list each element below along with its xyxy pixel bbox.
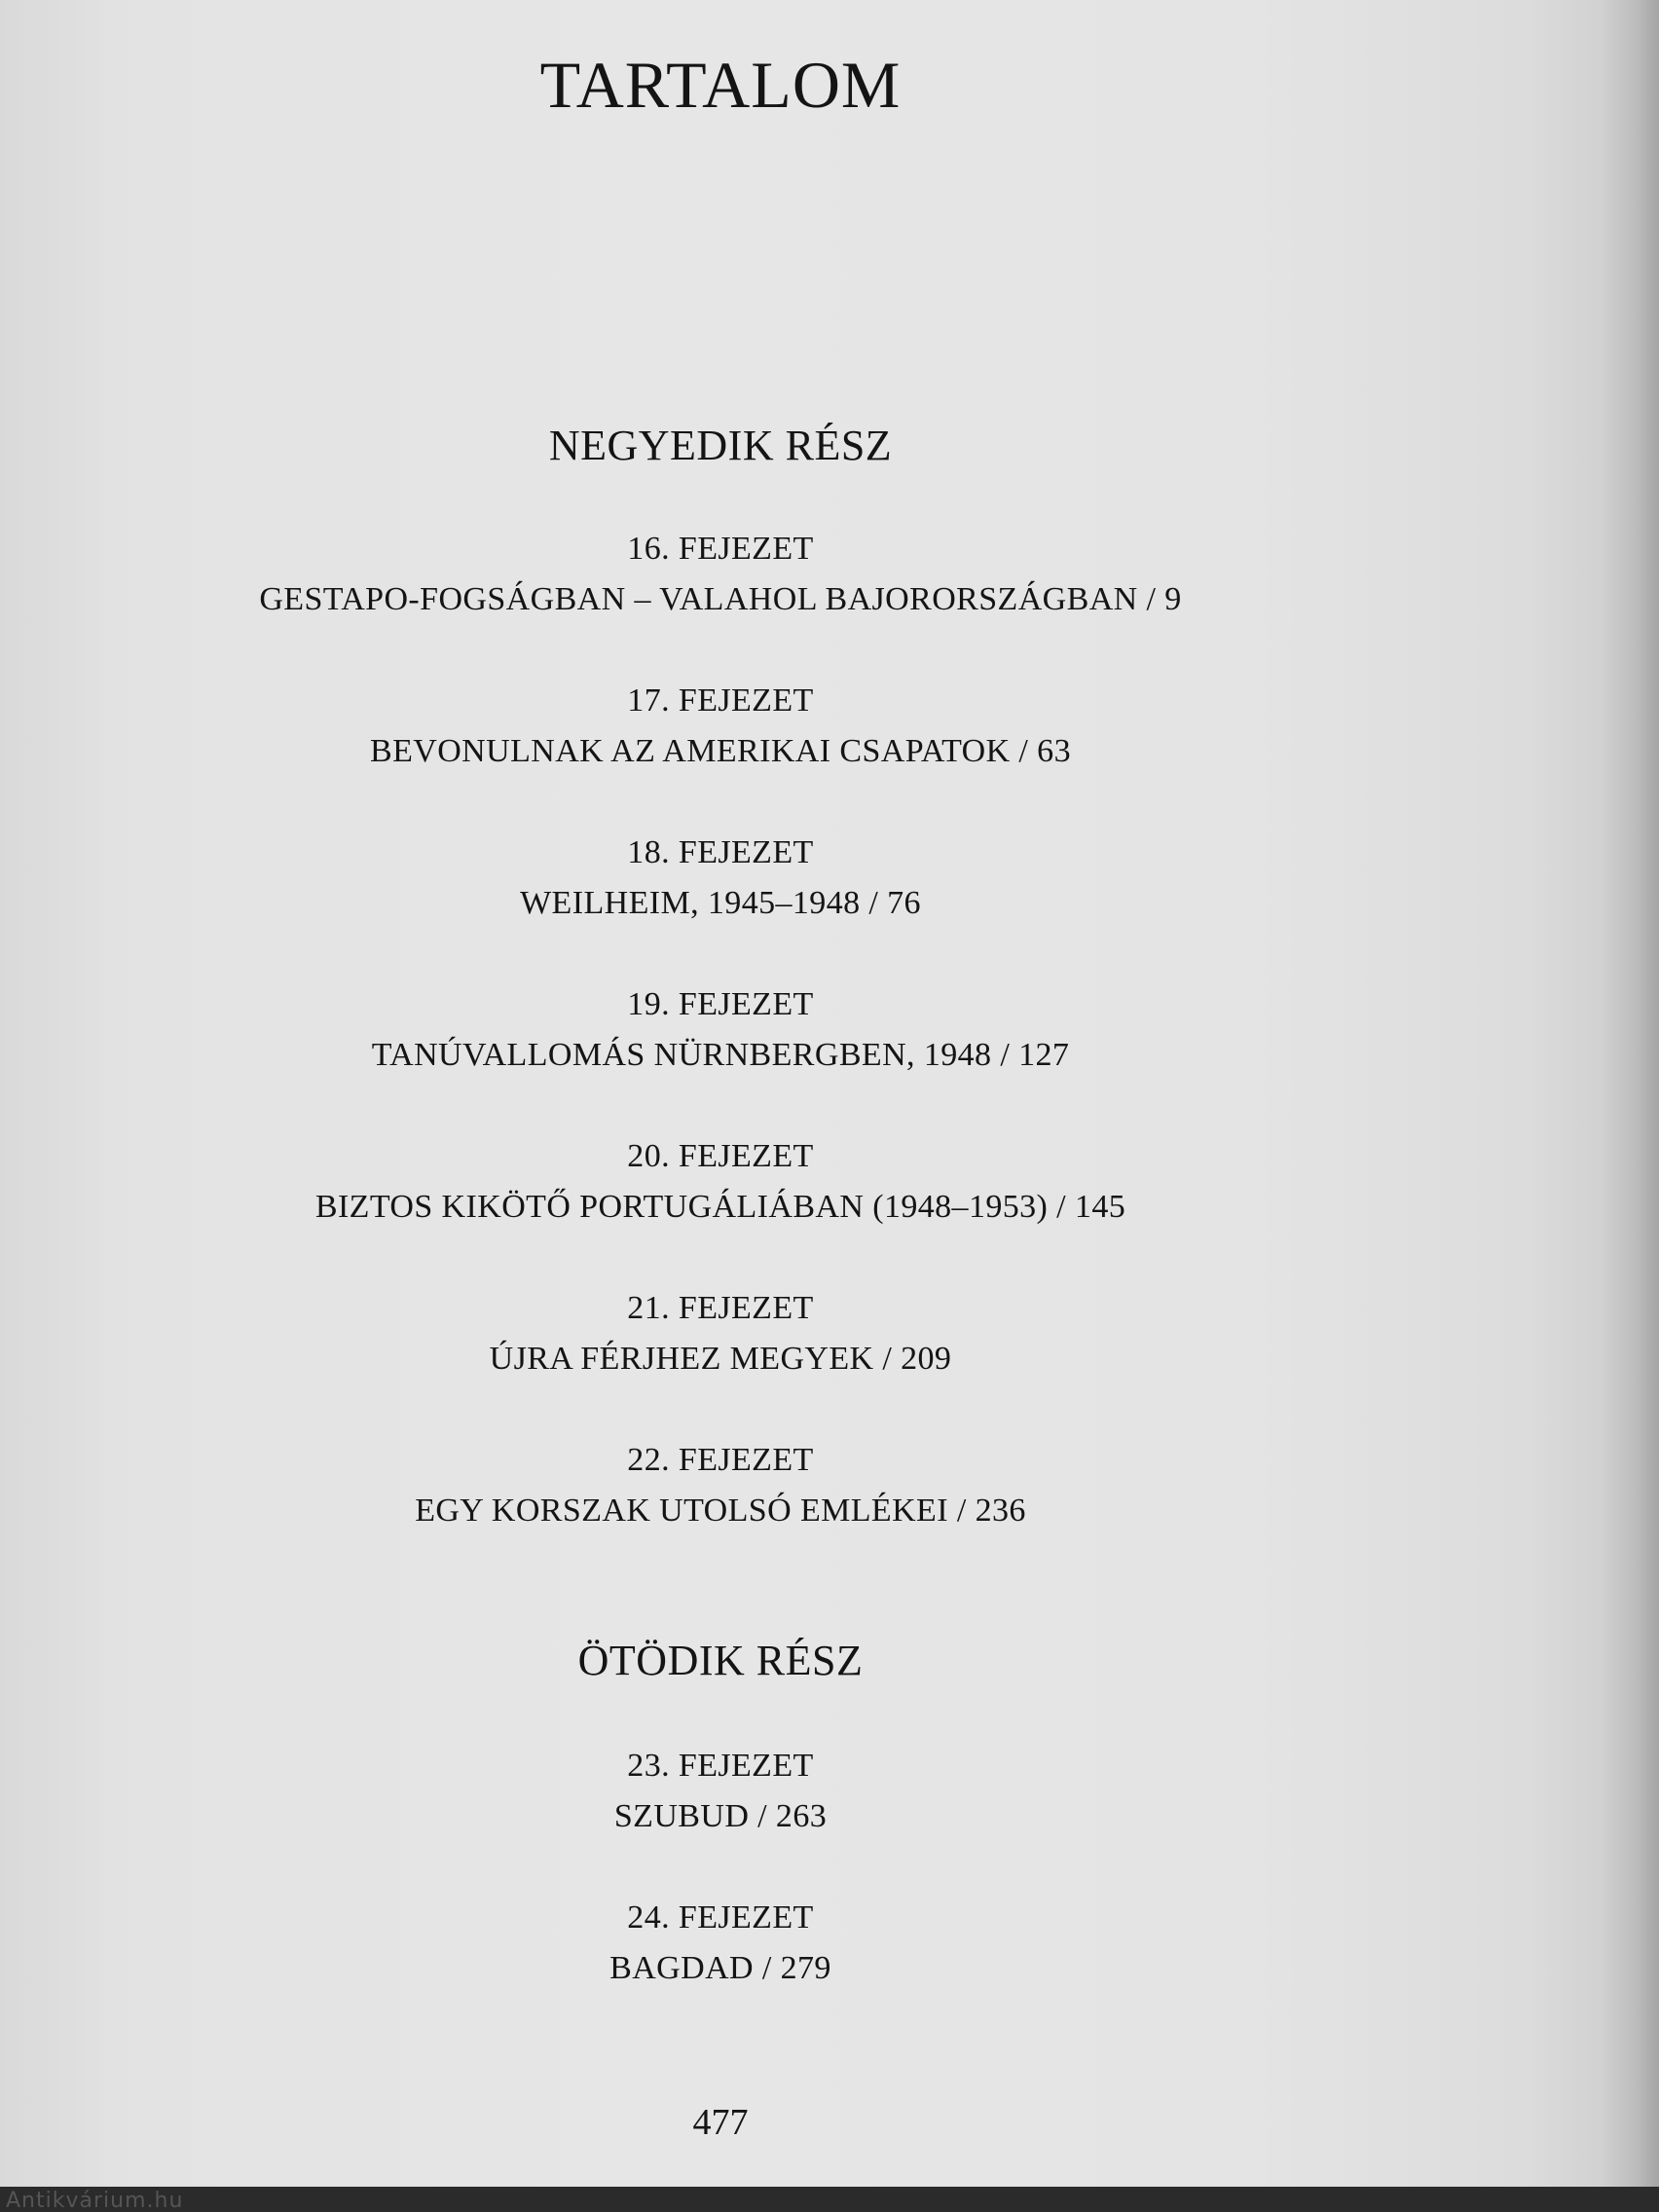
chapter-title: SZUBUD / 263	[613, 1798, 828, 1834]
chapter-title: BIZTOS KIKÖTŐ PORTUGÁLIÁBAN (1948–1953) / 145	[314, 1189, 1126, 1225]
part-heading-4: NEGYEDIK RÉSZ	[548, 422, 893, 469]
chapter-number: 19. FEJEZET	[627, 986, 814, 1022]
chapter-number: 23. FEJEZET	[627, 1748, 814, 1784]
chapter-title: BEVONULNAK AZ AMERIKAI CSAPATOK / 63	[370, 733, 1071, 769]
chapter-entry	[146, 979, 1295, 1081]
chapter-entry	[146, 1283, 1295, 1384]
chapter-title: GESTAPO-FOGSÁGBAN – VALAHOL BAJORORSZÁGBAN / 9	[259, 581, 1182, 617]
watermark-band	[0, 2187, 1659, 2212]
chapter-entry	[146, 828, 1295, 929]
chapter-number: 22. FEJEZET	[627, 1442, 814, 1478]
chapter-title: TANÚVALLOMÁS NÜRNBERGBEN, 1948 / 127	[371, 1037, 1070, 1073]
page-number: 477	[692, 2102, 749, 2143]
chapter-number: 16. FEJEZET	[627, 531, 814, 567]
chapter-number: 24. FEJEZET	[627, 1899, 814, 1936]
watermark-text: Antikvárium.hu	[6, 2189, 184, 2212]
chapter-entry	[146, 1741, 1295, 1842]
chapter-title: ÚJRA FÉRJHEZ MEGYEK / 209	[489, 1341, 952, 1377]
page-title: TARTALOM	[539, 48, 902, 122]
chapter-number: 21. FEJEZET	[627, 1290, 814, 1326]
chapter-entry	[146, 1893, 1295, 1994]
chapter-entry	[146, 1435, 1295, 1536]
spine-shadow	[1601, 0, 1659, 2212]
chapter-title: EGY KORSZAK UTOLSÓ EMLÉKEI / 236	[415, 1493, 1026, 1529]
chapter-number: 20. FEJEZET	[627, 1138, 814, 1174]
part-heading-5: ÖTÖDIK RÉSZ	[577, 1637, 864, 1684]
chapter-title: WEILHEIM, 1945–1948 / 76	[520, 885, 921, 921]
chapter-entry	[146, 1131, 1295, 1233]
chapter-title: BAGDAD / 279	[609, 1950, 831, 1986]
chapter-entry	[146, 676, 1295, 777]
chapter-number: 17. FEJEZET	[627, 682, 814, 719]
chapter-entry	[146, 524, 1295, 625]
chapter-number: 18. FEJEZET	[627, 834, 814, 870]
